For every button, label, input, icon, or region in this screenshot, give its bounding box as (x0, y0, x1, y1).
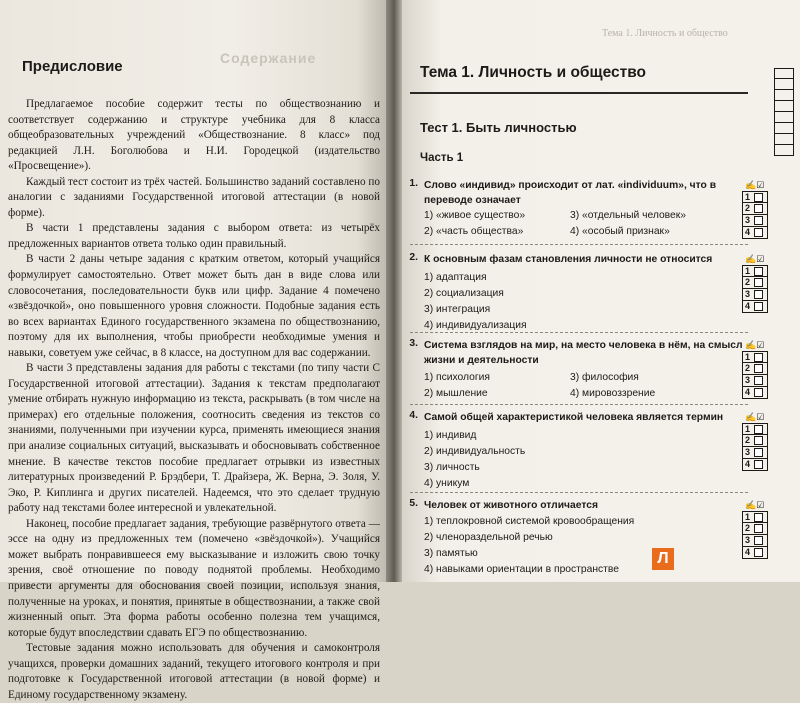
question-number: 3. (409, 338, 418, 349)
question-text: К основным фазам становления личности не относится (424, 254, 713, 265)
publisher-logo-icon: Л (652, 548, 674, 570)
answer-checkbox[interactable] (754, 228, 763, 237)
question-number: 5. (409, 498, 418, 509)
preface-paragraph: В части 2 даны четыре задания с кратким ответом, который учащийся формулирует самостоятельно. Ответ может быть дан в виде слова или словосочетания, последовательности букв или цифр. Задание 4 помечено «звёздочкой», оно повышенного уровня сложности. Подобные задания есть во всех вариантах Единого государственного экзамена по обществознанию, поэтому для их выполнения, чтобы приобрести необходимые умения и навыки, советуем уже сейчас, в 8 классе, на доступном для вас содержании. (8, 253, 380, 359)
answer-option[interactable]: 3) памятью (424, 548, 478, 559)
pencil-check-icon: ✍☑ (745, 254, 765, 264)
left-page (0, 0, 388, 701)
running-header-ghost: Тема 1. Личность и общество (602, 28, 728, 39)
answer-checkbox[interactable] (754, 353, 763, 362)
answer-option[interactable]: 3) интеграция (424, 304, 491, 315)
answer-checkbox[interactable] (754, 193, 763, 202)
theme-title: Тема 1. Личность и общество (420, 64, 646, 81)
dashed-divider (410, 404, 748, 405)
answer-checkbox[interactable] (754, 548, 763, 557)
question-text: Человек от животного отличается (424, 500, 598, 511)
preface-paragraph: Предлагаемое пособие содержит тесты по обществознанию и соответствует содержанию и структуре учебника для 8 класса общеобразовательных учреждений «Обществознание. 8 класс» под редакцией Л.Н. Боголюбова и Н.И. Городецкой (издательство «Просвещение»). (8, 98, 380, 173)
answer-checkbox[interactable] (754, 448, 763, 457)
pencil-check-icon: ✍☑ (745, 340, 765, 350)
answer-option[interactable]: 1) психология (424, 372, 490, 383)
answer-checkbox[interactable] (754, 513, 763, 522)
answer-checkbox[interactable] (754, 290, 763, 299)
answer-checkbox[interactable] (754, 216, 763, 225)
answer-option[interactable]: 1) адаптация (424, 272, 487, 283)
preface-paragraph: В части 1 представлены задания с выбором ответа: из четырёх предложенных вариантов ответа только один правильный. (8, 222, 380, 250)
answer-option[interactable]: 2) социализация (424, 288, 504, 299)
answer-option[interactable]: 3) философия (570, 372, 639, 383)
answer-option[interactable]: 2) мышление (424, 388, 488, 399)
question-text: Слово «индивид» происходит от лат. «individuum», что в переводе означает (424, 180, 717, 206)
right-page: Тема 1. Личность и общество Тема 1. Личность и общество Тест 1. Быть личностью Часть 1 1. Слово «индивид» происходит от лат. «individuum», что в переводе означает 1) «живое существо» 2) «часть общества» 3) «отдельный человек» 4) «особый признак» ✍☑ 1 2 3 4 2. К основным фазам становления личности не относится 1) адаптация 2) социализация 3) интеграция 4) индивидуализация ✍☑ 1 2 3 4 3. Система взглядов на мир, на место человека в нём, на смысл жизни и деятельности 1) психология 2) мышление 3) философия 4) мировоззрение ✍☑ 1 2 3 4 4. Самой общей характеристикой человека является термин 1) индивид 2) индивидуальность 3) личность 4) уникум ✍☑ 1 2 3 4 5. Человек от животного отличается 1) теплокровной системой кровообращения 2) членораздельной речью 3) памятью 4) навыками ориентации в пространстве ✍☑ 1 2 3 4 (402, 0, 800, 582)
answer-option[interactable]: 3) личность (424, 462, 480, 473)
question-number: 1. (409, 178, 418, 189)
answer-option[interactable]: 1) «живое существо» (424, 210, 526, 221)
answer-checkbox[interactable] (754, 388, 763, 397)
answer-checkbox[interactable] (754, 364, 763, 373)
answer-option[interactable]: 2) «часть общества» (424, 226, 524, 237)
answer-checkbox[interactable] (754, 536, 763, 545)
preface-title: Предисловие (22, 58, 123, 75)
score-grid (774, 68, 794, 156)
answer-checkbox[interactable] (754, 425, 763, 434)
preface-paragraph: Наконец, пособие предлагает задания, требующие развёрнутого ответа — эссе на одну из предложенных тем (помечено «звёздочкой»). Учащийся может выбрать понравившееся ему высказывание и изложить свою точку зрения, своё отношение по поводу поднятой проблемы. Необходимо привести аргументы для обоснования своей позиции, используя знания, полученные на уроках, и понятия, принятые в обществознании, а также свой жизненный опыт. Эта форма работы особенно полезна тем учащимся, которые будут впоследствии сдавать ЕГЭ по обществознанию. (8, 517, 380, 639)
answer-option[interactable]: 4) уникум (424, 478, 470, 489)
bleed-through-title: Содержание (220, 50, 317, 66)
dashed-divider (410, 244, 748, 245)
answer-checkbox[interactable] (754, 460, 763, 469)
answer-option[interactable]: 4) навыками ориентации в пространстве (424, 564, 619, 575)
preface-text (8, 97, 380, 703)
dashed-divider (410, 332, 748, 333)
answer-option[interactable]: 1) теплокровной системой кровообращения (424, 516, 635, 527)
pencil-check-icon: ✍☑ (745, 500, 765, 510)
answer-option[interactable]: 4) индивидуализация (424, 320, 527, 331)
answer-checkbox[interactable] (754, 278, 763, 287)
answer-checkbox[interactable] (754, 376, 763, 385)
answer-checkbox[interactable] (754, 436, 763, 445)
test-title: Тест 1. Быть личностью (420, 120, 577, 135)
pencil-check-icon: ✍☑ (745, 180, 765, 190)
answer-option[interactable]: 2) индивидуальность (424, 446, 526, 457)
title-rule (410, 92, 748, 94)
question-text: Система взглядов на мир, на место человека в нём, на смысл жизни и деятельности (424, 340, 743, 366)
preface-paragraph: В части 3 представлены задания для работы с текстами (по типу части С Государственной итоговой аттестации). Задания к текстам предполагают умение отбирать нужную информацию из текста, раскрывать (в том числе на примерах) его отдельные положения, соотносить сведения из текстов со знаниями, полученными при изучении курса, применять имеющиеся знания при анализе социальных ситуаций, высказывать и обосновывать собственное мнение. В качестве текстов пособие предлагает отрывки из известных литературных произведений Р. Брэдбери, Т. Драйзера, Ж. Верна, Э. Золя, У. Эко, Р. Киплинга и других писателей. Надеемся, что это сделает трудную работу над текстами более интересной и увлекательной. (8, 362, 380, 515)
part-title: Часть 1 (420, 152, 464, 164)
answer-checkbox[interactable] (754, 524, 763, 533)
answer-option[interactable]: 3) «отдельный человек» (570, 210, 686, 221)
answer-checkbox[interactable] (754, 302, 763, 311)
answer-option[interactable]: 4) мировоззрение (570, 388, 656, 399)
answer-checkbox[interactable] (754, 204, 763, 213)
preface-paragraph: Тестовые задания можно использовать для обучения и самоконтроля учащихся, проверки домашних заданий, текущего итогового контроля и при подготовке к Государственной итоговой аттестации (в новой форме) и Единому государственному экзамену. (8, 642, 380, 701)
answer-option[interactable]: 4) «особый признак» (570, 226, 670, 237)
answer-option[interactable]: 2) членораздельной речью (424, 532, 553, 543)
answer-checkbox[interactable] (754, 267, 763, 276)
answer-option[interactable]: 1) индивид (424, 430, 477, 441)
question-number: 4. (409, 410, 418, 421)
question-text: Самой общей характеристикой человека является термин (424, 412, 724, 423)
question-number: 2. (409, 252, 418, 263)
dashed-divider (410, 492, 748, 493)
preface-paragraph: Каждый тест состоит из трёх частей. Большинство заданий составлено по аналогии с заданиями Государственной итоговой аттестации (в новой форме). (8, 175, 380, 219)
pencil-check-icon: ✍☑ (745, 412, 765, 422)
